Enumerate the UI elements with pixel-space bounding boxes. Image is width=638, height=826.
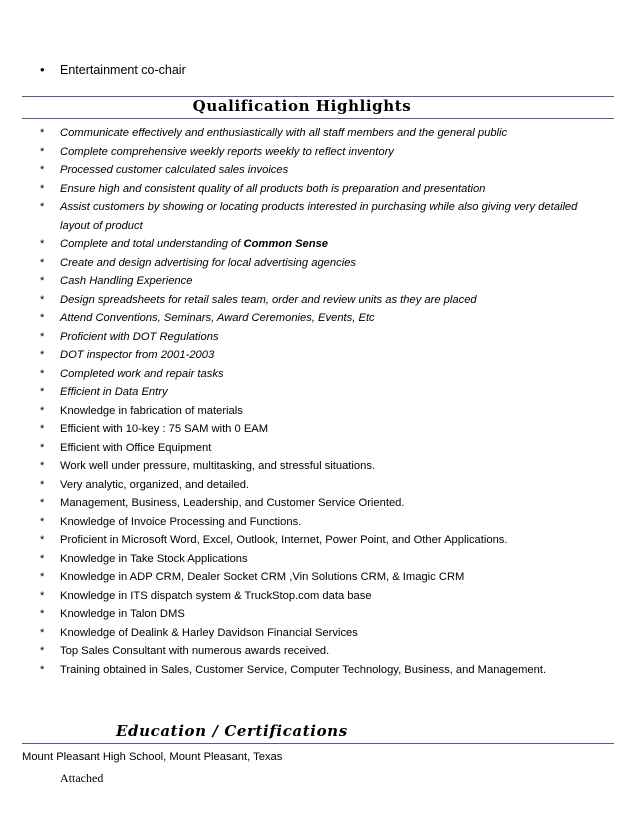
asterisk-bullet-icon: * <box>40 497 45 509</box>
list-item-text: Proficient with DOT Regulations <box>60 330 219 343</box>
asterisk-bullet-icon: * <box>40 238 45 250</box>
list-item-text: Knowledge in Talon DMS <box>60 608 185 620</box>
school-line: Mount Pleasant High School, Mount Pleasant, Texas <box>22 751 283 763</box>
top-bullet-text: Entertainment co-chair <box>60 63 186 77</box>
asterisk-bullet-icon: * <box>40 256 45 269</box>
list-item <box>38 420 598 439</box>
list-item <box>38 254 598 273</box>
asterisk-bullet-icon: * <box>40 330 45 343</box>
list-item <box>38 124 598 143</box>
asterisk-bullet-icon: * <box>40 275 45 287</box>
list-item <box>38 661 598 680</box>
list-item <box>38 513 598 532</box>
list-item-text: Knowledge in ADP CRM, Dealer Socket CRM ,Vin Solutions CRM, & Imagic CRM <box>60 571 465 583</box>
list-item-text: Knowledge of Dealink & Harley Davidson Financial Services <box>60 626 358 639</box>
asterisk-bullet-icon: * <box>40 460 45 472</box>
list-item-text: Knowledge in Take Stock Applications <box>60 552 248 565</box>
list-item-text: DOT inspector from 2001-2003 <box>60 349 215 361</box>
asterisk-bullet-icon: * <box>40 626 45 639</box>
list-item-text: Work well under pressure, multitasking, and stressful situations. <box>60 460 376 472</box>
asterisk-bullet-icon: * <box>40 441 45 454</box>
list-item-text: Complete and total understanding of <box>60 238 244 250</box>
asterisk-bullet-icon: * <box>40 515 45 528</box>
list-item-text: Training obtained in Sales, Customer Service, Computer Technology, Business, and Management. <box>60 663 547 676</box>
list-item-text: Efficient with 10-key : 75 SAM with 0 EAM <box>60 423 269 435</box>
asterisk-bullet-icon: * <box>40 201 45 213</box>
asterisk-bullet-icon: * <box>40 608 45 620</box>
list-item-text: Efficient with Office Equipment <box>60 441 212 454</box>
asterisk-bullet-icon: * <box>40 663 45 676</box>
list-item-continuation: layout of product <box>60 219 143 232</box>
list-item-text: Communicate effectively and enthusiastically with all staff members and the general public <box>60 127 508 139</box>
asterisk-bullet-icon: * <box>40 552 45 565</box>
list-item <box>38 143 598 162</box>
list-item-text: Assist customers by showing or locating products interested in purchasing while also giving very detailed <box>60 201 578 213</box>
qualification-list <box>38 124 598 679</box>
asterisk-bullet-icon: * <box>40 349 45 361</box>
list-item <box>38 365 598 384</box>
list-item-text: Processed customer calculated sales invoices <box>60 164 289 176</box>
asterisk-bullet-icon: * <box>40 164 45 176</box>
education-title: Education / Certifications <box>116 722 348 740</box>
list-item <box>38 180 598 199</box>
list-item <box>38 476 598 495</box>
asterisk-bullet-icon: * <box>40 293 45 306</box>
list-item-text: Knowledge in fabrication of materials <box>60 404 243 417</box>
qualification-title: Qualification Highlights <box>192 97 412 115</box>
asterisk-bullet-icon: * <box>40 423 45 435</box>
asterisk-bullet-icon: * <box>40 145 45 158</box>
asterisk-bullet-icon: * <box>40 386 45 398</box>
education-rule <box>22 743 614 744</box>
list-item-text: Completed work and repair tasks <box>60 367 224 380</box>
list-item <box>38 494 598 513</box>
asterisk-bullet-icon: * <box>40 534 45 546</box>
asterisk-bullet-icon: * <box>40 645 45 657</box>
list-item-text: Very analytic, organized, and detailed. <box>60 478 250 491</box>
list-item <box>38 346 598 365</box>
list-item-text: Create and design advertising for local advertising agencies <box>60 256 357 269</box>
list-item <box>38 587 598 606</box>
list-item <box>38 605 598 624</box>
top-bullet-item <box>40 62 186 78</box>
list-item <box>38 402 598 421</box>
attached-note: Attached <box>60 771 104 785</box>
list-item <box>38 439 598 458</box>
list-item <box>38 568 598 587</box>
asterisk-bullet-icon: * <box>40 571 45 583</box>
list-item <box>38 291 598 310</box>
list-item <box>38 235 598 254</box>
list-item-text: Ensure high and consistent quality of all products both is preparation and presentation <box>60 182 486 195</box>
list-item <box>38 531 598 550</box>
list-item-text: Cash Handling Experience <box>60 275 193 287</box>
list-item-text: Management, Business, Leadership, and Customer Service Oriented. <box>60 497 405 509</box>
list-item-text: Knowledge in ITS dispatch system & TruckStop.com data base <box>60 589 372 602</box>
list-item-text: Knowledge of Invoice Processing and Functions. <box>60 515 302 528</box>
asterisk-bullet-icon: * <box>40 367 45 380</box>
asterisk-bullet-icon: * <box>40 404 45 417</box>
list-item-text: Complete comprehensive weekly reports weekly to reflect inventory <box>60 145 394 158</box>
asterisk-bullet-icon: * <box>40 478 45 491</box>
list-item-text: Design spreadsheets for retail sales team, order and review units as they are placed <box>60 293 477 306</box>
list-item-text: Proficient in Microsoft Word, Excel, Outlook, Internet, Power Point, and Other Applications. <box>60 534 508 546</box>
list-item <box>38 328 598 347</box>
asterisk-bullet-icon: * <box>40 589 45 602</box>
list-item <box>38 550 598 569</box>
list-item-emphasis: Common Sense <box>243 238 329 250</box>
list-item <box>38 457 598 476</box>
list-item <box>38 624 598 643</box>
list-item-text: Attend Conventions, Seminars, Award Ceremonies, Events, Etc <box>60 312 375 324</box>
list-item-text: Efficient in Data Entry <box>60 386 168 398</box>
list-item <box>38 272 598 291</box>
section-rule-bottom <box>22 118 614 119</box>
asterisk-bullet-icon: * <box>40 127 45 139</box>
list-item <box>38 383 598 402</box>
list-item-text: Top Sales Consultant with numerous awards received. <box>60 645 330 657</box>
list-item <box>38 198 598 235</box>
bullet-icon: • <box>40 62 45 77</box>
list-item <box>38 309 598 328</box>
list-item <box>38 642 598 661</box>
asterisk-bullet-icon: * <box>40 312 45 324</box>
list-item <box>38 161 598 180</box>
asterisk-bullet-icon: * <box>40 182 45 195</box>
